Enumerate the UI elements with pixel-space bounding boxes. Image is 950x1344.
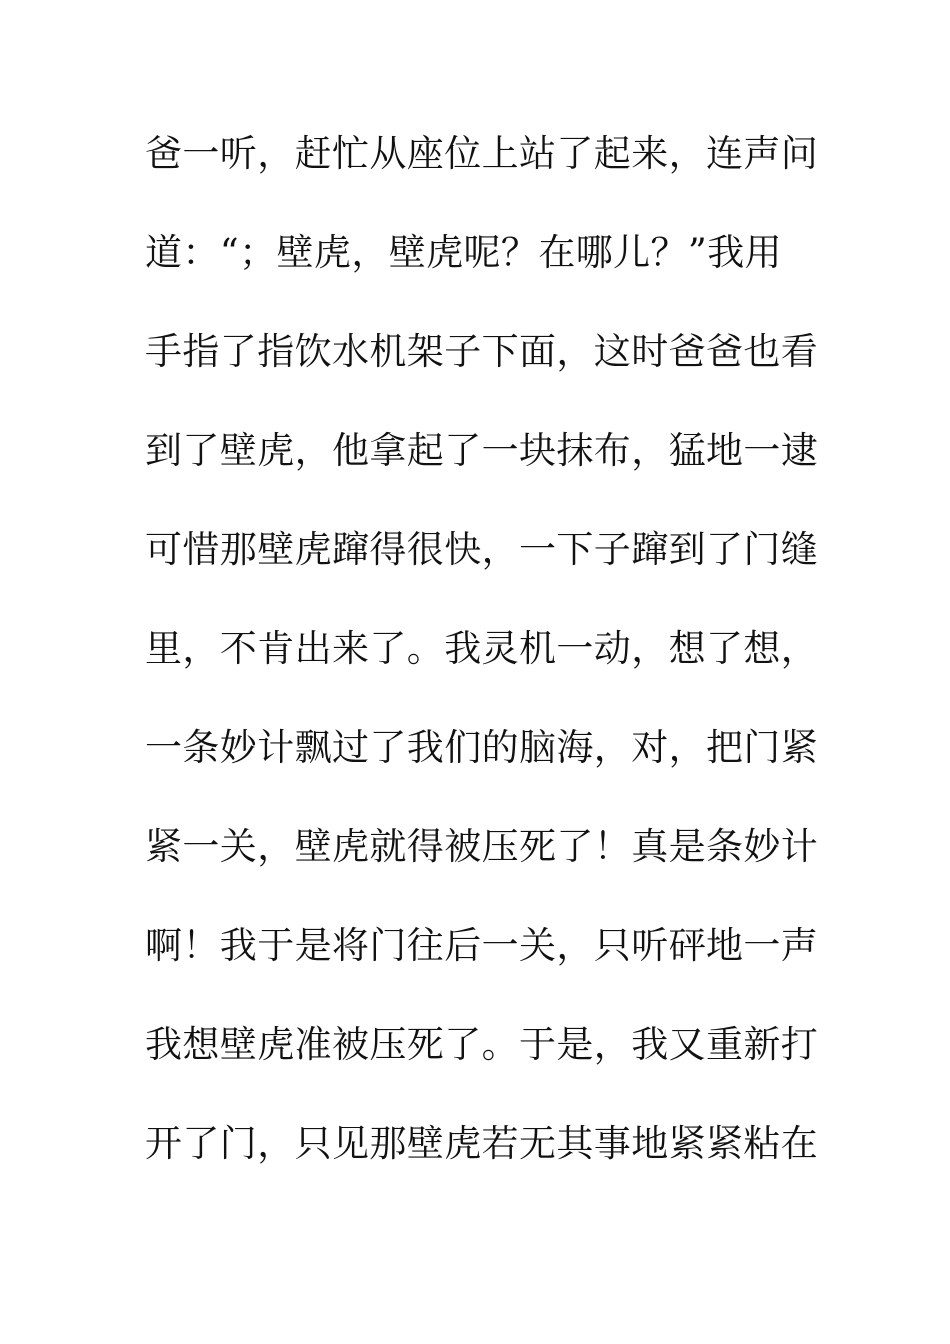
text-line: 紧一关，壁虎就得被压死了！真是条妙计 [145,825,819,868]
text-line: 开了门，只见那壁虎若无其事地紧紧粘在 [145,1122,819,1165]
text-line: 可惜那壁虎蹿得很快，一下子蹿到了门缝 [145,528,819,571]
text-line: 手指了指饮水机架子下面，这时爸爸也看 [145,330,819,373]
text-line: 啊！我于是将门往后一关，只听砰地一声 [145,924,819,967]
text-line: 道：“；壁虎，壁虎呢？在哪儿？”我用 [145,231,783,274]
text-line: 到了壁虎，他拿起了一块抹布，猛地一逮 [145,429,819,472]
text-line: 一条妙计飘过了我们的脑海，对，把门紧 [145,726,819,769]
text-line: 爸一听，赶忙从座位上站了起来，连声问 [145,132,819,175]
text-line: 我想壁虎准被压死了。于是，我又重新打 [145,1023,819,1066]
text-line: 里，不肯出来了。我灵机一动，想了想， [145,627,819,670]
body-text [145,126,819,1215]
